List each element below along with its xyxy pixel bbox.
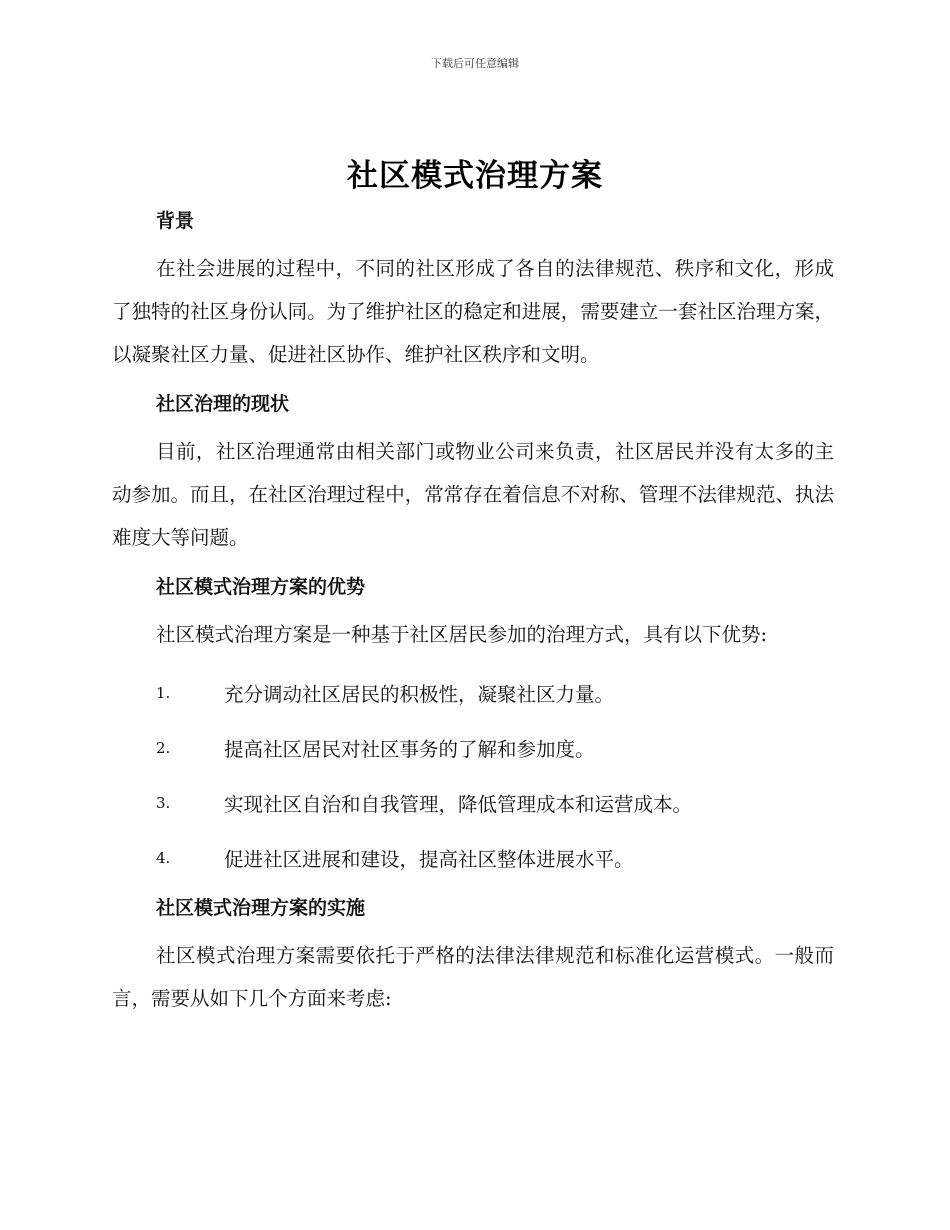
list-item [112, 830, 834, 885]
list-item-text: 实现社区自治和自我管理，降低管理成本和运营成本。 [224, 792, 693, 816]
list-item-text: 提高社区居民对社区事务的了解和参加度。 [224, 737, 595, 761]
list-item [112, 775, 834, 830]
header-note: 下载后可任意编辑 [431, 57, 519, 70]
section-heading-status: 社区治理的现状 [156, 393, 290, 415]
list-item-text: 充分调动社区居民的积极性，凝聚社区力量。 [224, 682, 615, 706]
list-item-number: 1. [156, 683, 171, 702]
list-item [112, 720, 834, 775]
paragraph-implementation: 社区模式治理方案需要依托于严格的法律法律规范和标准化运营模式。一般而言，需要从如下几个方面来考虑: [112, 944, 834, 1010]
list-item-text: 促进社区进展和建设，提高社区整体进展水平。 [224, 847, 634, 871]
section-heading-background: 背景 [156, 210, 195, 232]
document-title: 社区模式治理方案 [347, 158, 603, 194]
section-heading-advantages: 社区模式治理方案的优势 [156, 576, 366, 598]
list-item [112, 665, 834, 720]
list-item-number: 2. [156, 738, 171, 757]
list-item-number: 3. [156, 793, 171, 812]
advantages-list [112, 665, 834, 885]
paragraph-status: 目前，社区治理通常由相关部门或物业公司来负责，社区居民并没有太多的主动参加。而且，在社区治理过程中，常常存在着信息不对称、管理不法律规范、执法难度大等问题。 [112, 440, 834, 549]
paragraph-advantages: 社区模式治理方案是一种基于社区居民参加的治理方式，具有以下优势: [156, 623, 768, 646]
section-heading-implementation: 社区模式治理方案的实施 [156, 897, 366, 919]
paragraph-background: 在社会进展的过程中，不同的社区形成了各自的法律规范、秩序和文化，形成了独特的社区身份认同。为了维护社区的稳定和进展，需要建立一套社区治理方案，以凝聚社区力量、促进社区协作、维护社区秩序和文明。 [112, 257, 834, 366]
document-body [112, 202, 834, 1029]
list-item-number: 4. [156, 848, 171, 867]
